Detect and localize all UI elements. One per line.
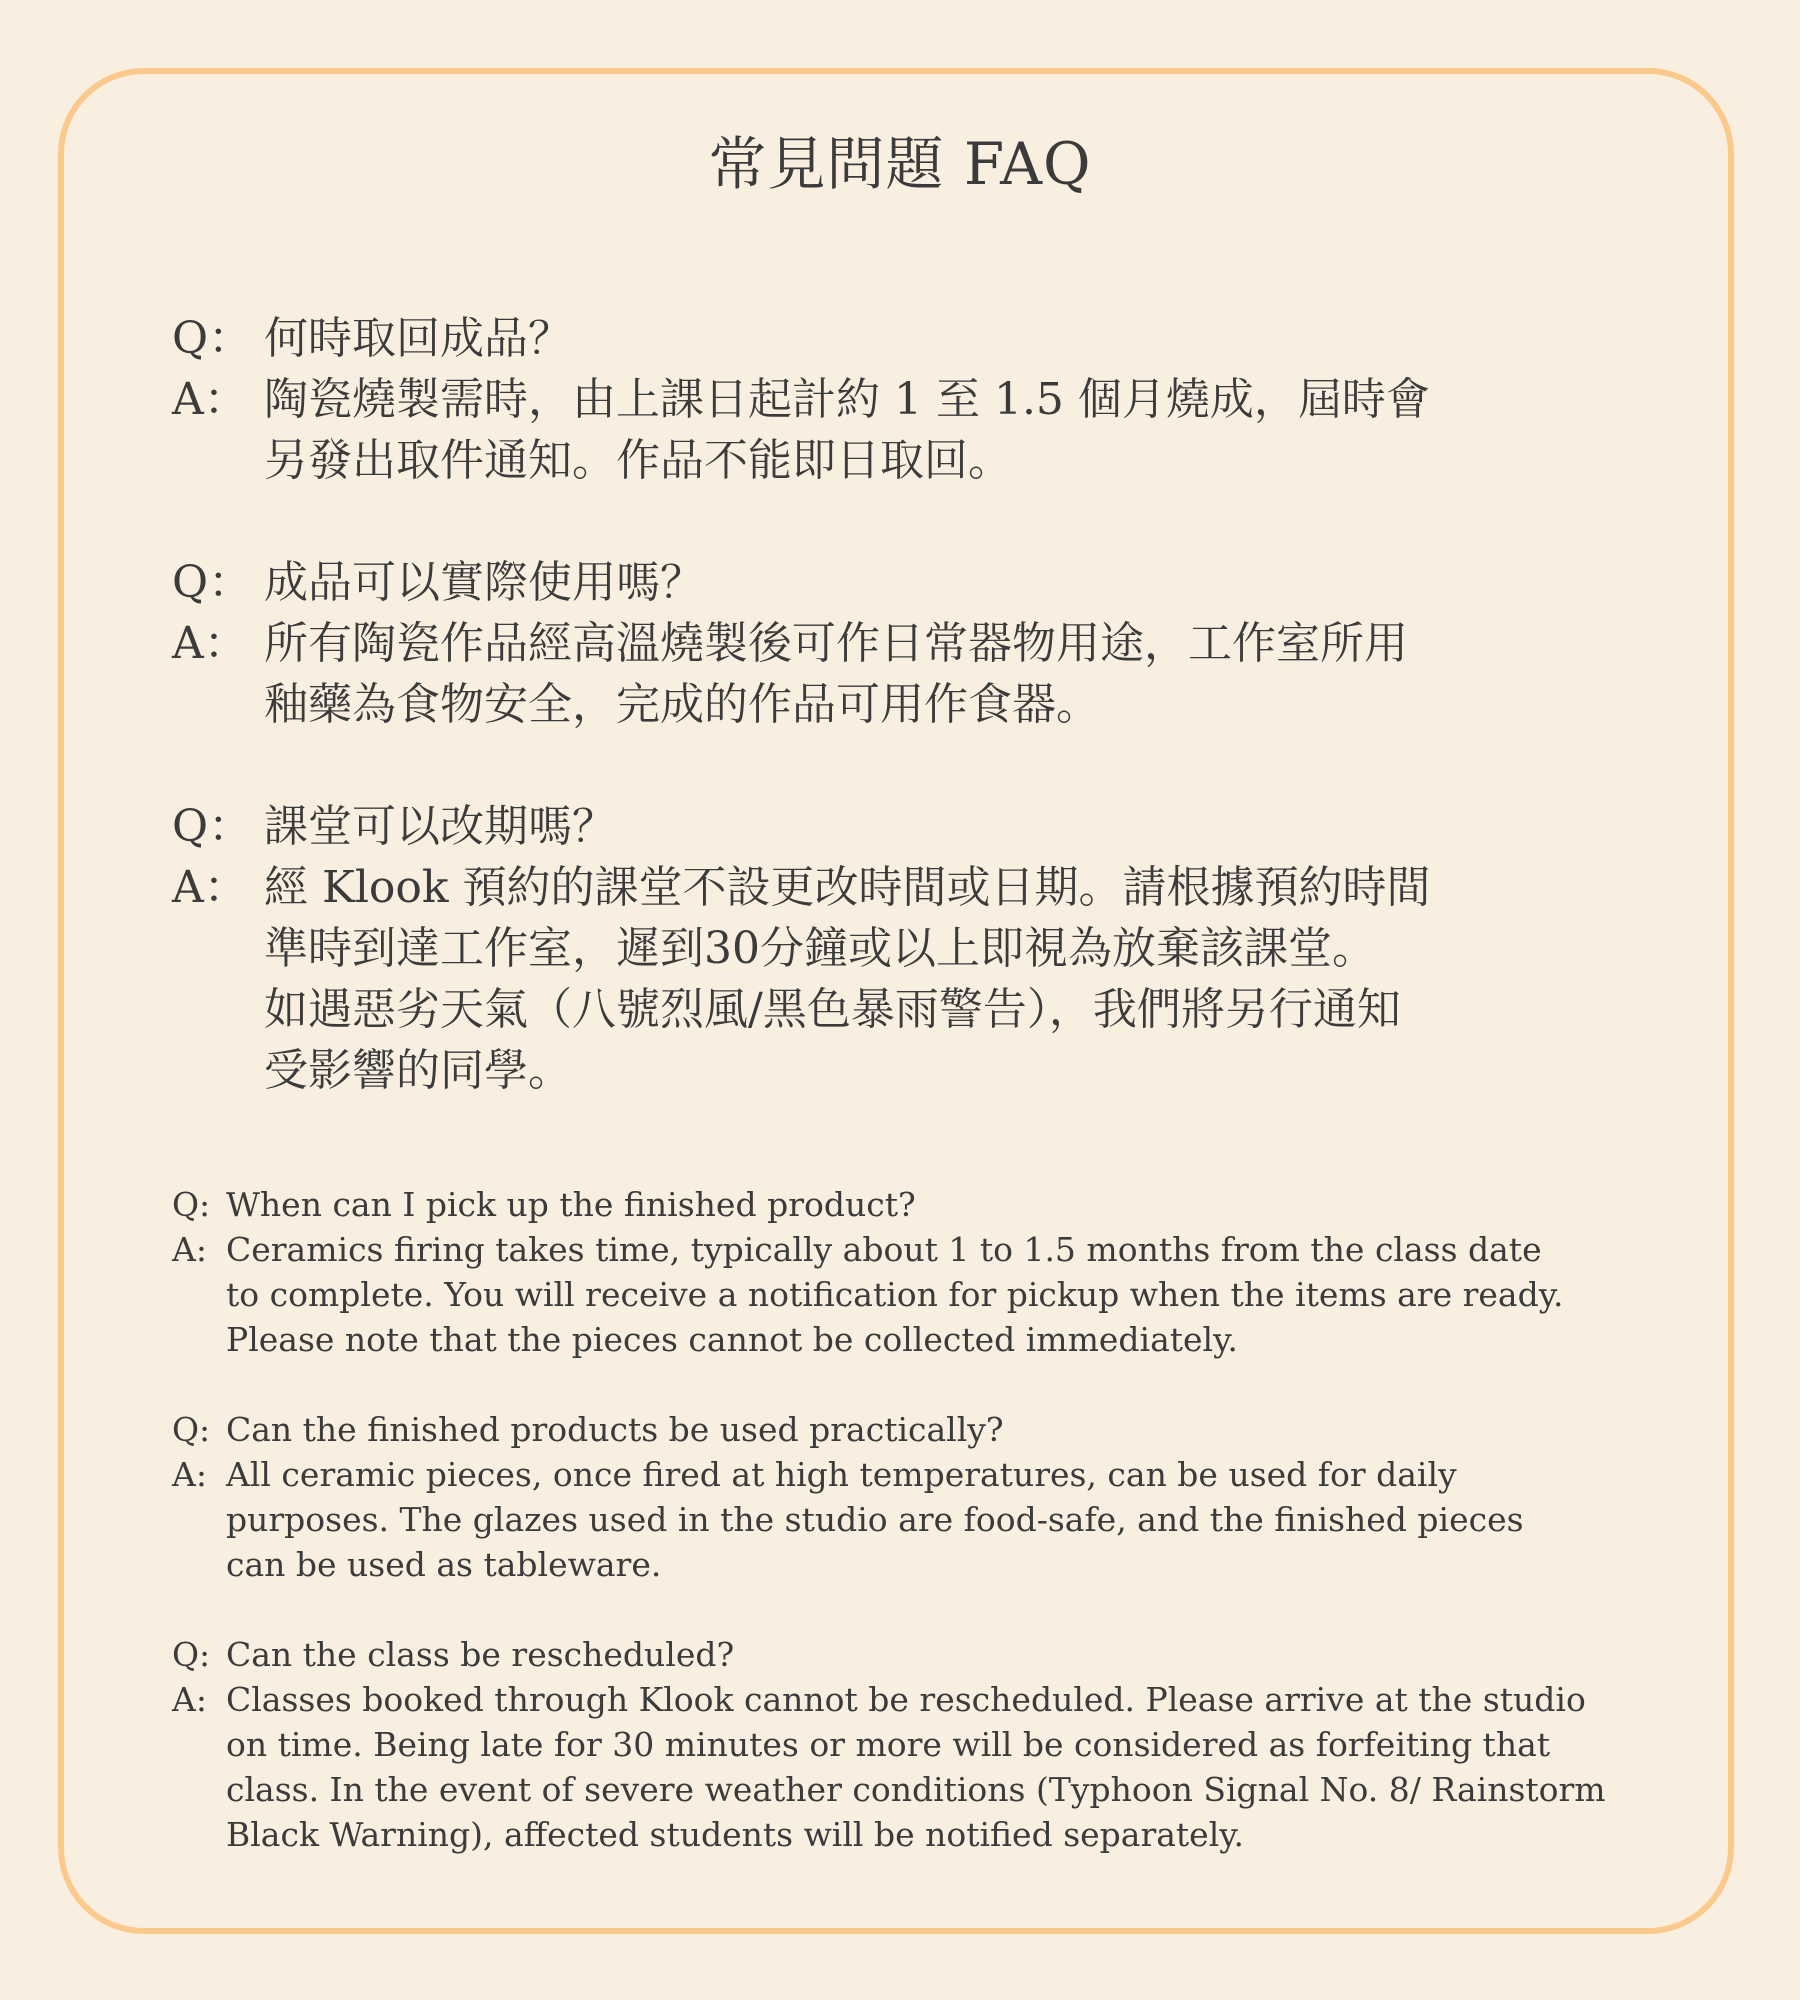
answer-prefix: A: — [172, 1680, 207, 1719]
question-text: 成品可以實際使用嗎？ — [264, 557, 704, 608]
answer-text: 經 Klook 預約的課堂不設更改時間或日期。請根據預約時間 準時到達工作室，遲到30分鐘或以上即視為放棄該課堂。 如遇惡劣天氣（八號烈風/黑色暴雨警告），我們將另行通知 受影響的同學。 — [264, 862, 1431, 1096]
question-prefix: Q： — [172, 557, 253, 608]
answer-prefix: A： — [172, 374, 248, 425]
question-text: When can I pick up the finished product? — [226, 1185, 916, 1224]
answer-text: 所有陶瓷作品經高溫燒製後可作日常器物用途，工作室所用 釉藥為食物安全，完成的作品可用作食器。 — [264, 618, 1408, 730]
question-text: Can the class be rescheduled? — [226, 1635, 735, 1674]
answer-text: All ceramic pieces, once fired at high temperatures, can be used for daily purposes. The glazes used in the studio are food-safe, and the finished pieces can be used as tableware. — [226, 1455, 1524, 1584]
question-prefix: Q： — [172, 313, 253, 364]
question-text: 何時取回成品？ — [264, 313, 572, 364]
answer-prefix: A： — [172, 618, 248, 669]
question-text: 課堂可以改期嗎？ — [264, 801, 616, 852]
answer-text: Classes booked through Klook cannot be rescheduled. Please arrive at the studio on time. Being late for 30 minutes or more will be considered as forfeiting that class. In the event of severe weather conditions (Typhoon Signal No. 8/ Rainstorm Black Warning), affected students will be notified separately. — [226, 1680, 1606, 1854]
question-prefix: Q： — [172, 801, 253, 852]
faq-item-reschedule-zh — [172, 796, 1784, 1101]
faq-english-section — [172, 1182, 1800, 1857]
question-text: Can the finished products be used practically? — [226, 1410, 1004, 1449]
faq-item-pickup-zh — [172, 308, 1784, 491]
answer-text: 陶瓷燒製需時，由上課日起計約 1 至 1.5 個月燒成，屆時會 另發出取件通知。作品不能即日取回。 — [264, 374, 1430, 486]
faq-item-usage-zh — [172, 552, 1784, 735]
question-prefix: Q: — [172, 1410, 211, 1449]
answer-prefix: A: — [172, 1230, 207, 1269]
answer-prefix: A: — [172, 1455, 207, 1494]
faq-chinese-section — [172, 308, 1784, 1101]
faq-item-usage-en — [172, 1407, 1800, 1587]
answer-prefix: A： — [172, 862, 248, 913]
faq-item-pickup-en — [172, 1182, 1800, 1362]
page-title: 常見問題 FAQ — [708, 130, 1092, 198]
faq-item-reschedule-en — [172, 1632, 1800, 1857]
question-prefix: Q: — [172, 1185, 211, 1224]
question-prefix: Q: — [172, 1635, 211, 1674]
answer-text: Ceramics firing takes time, typically about 1 to 1.5 months from the class date to complete. You will receive a notification for pickup when the items are ready. Please note that the pieces cannot be collected immediately. — [226, 1230, 1564, 1359]
